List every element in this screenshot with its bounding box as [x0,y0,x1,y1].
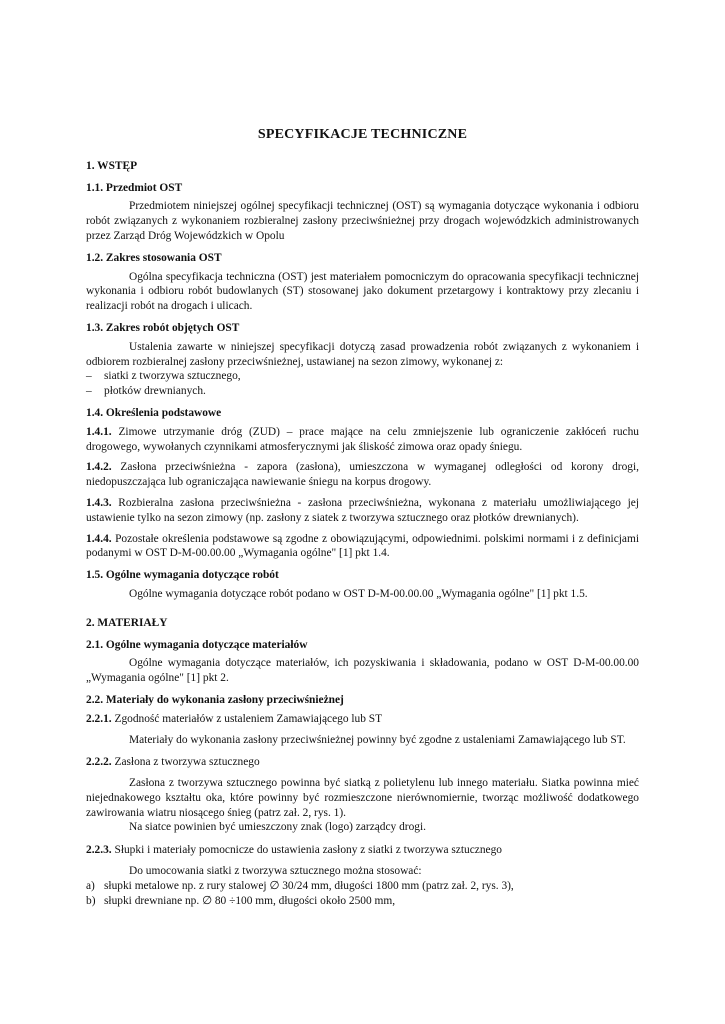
clause-number: 2.2.2. [86,756,112,769]
document-title: SPECYFIKACJE TECHNICZNE [257,127,468,142]
clause-number: 1.4.3. [86,496,112,509]
list-item-text: siatki z tworzywa sztucznego, [104,370,241,383]
clause-text: Pozostałe określenia podstawowe są zgodne z obowiązującymi, odpowiednimi. polskimi normami i z definicjami podanymi w OST D-M-00.00.00 „Wymagania ogólne" [1] pkt 1.4. [86,532,639,560]
subheading-2-2-3 [86,843,639,858]
paragraph-1-4-4 [86,532,639,562]
list-item-text: słupki drewniane np. ∅ 80 ÷100 mm, długości około 2500 mm, [104,894,396,907]
list-item-text: płotków drewnianych. [104,385,206,398]
section-heading-1-3: 1.3. Zakres robót objętych OST [86,321,240,334]
list-marker: a) [86,879,95,892]
clause-text: Rozbieralna zasłona przeciwśnieżna - zasłona przeciwśnieżna, wykonana z materiału umożliwiającego jej ustawienie tylko na sezon zimowy (np. zasłony z siatek z tworzywa sztucznego oraz płotków drewnianych). [86,496,639,524]
paragraph-1-3: Ustalenia zawarte w niniejszej specyfikacji dotyczą zasad prowadzenia robót związanych z wykonaniem i odbiorem rozbieralnej zasłony przeciwśnieżnej, ustawianej na sezon zimowy, wykonanej z: [86,340,639,368]
paragraph-1-4-3 [86,496,639,526]
list-item-text: słupki metalowe np. z rury stalowej ∅ 30/24 mm, długości 1800 mm (patrz zał. 2, rys. 3), [104,879,514,892]
section-heading-2-2: 2.2. Materiały do wykonania zasłony przeciwśnieżnej [86,693,344,706]
section-heading-1: 1. WSTĘP [86,159,138,172]
section-heading-2: 2. MATERIAŁY [86,616,168,629]
list-item [86,894,639,909]
paragraph-2-2-1: Materiały do wykonania zasłony przeciwśnieżnej powinny być zgodne z ustaleniami Zamawiającego lub ST. [129,733,626,746]
paragraph-2-2-3: Do umocowania siatki z tworzywa sztucznego można stosować: [129,865,422,878]
clause-title: Zgodność materiałów z ustaleniem Zamawiającego lub ST [111,712,383,725]
section-heading-1-5: 1.5. Ogólne wymagania dotyczące robót [86,569,279,582]
subheading-2-2-2 [86,755,639,770]
list-item [86,879,639,894]
list-marker: – [86,370,92,383]
paragraph-1-4-2 [86,460,639,490]
list-marker: b) [86,894,96,907]
subheading-2-2-1 [86,712,639,727]
list-item [86,369,639,384]
paragraph-1-2: Ogólna specyfikacja techniczna (OST) jest materiałem pomocniczym do opracowania specyfikacji technicznej wykonania i odbioru robót budowlanych (ST) stosowanej jako dokument przetargowy i kontraktowy przy zlecaniu i realizacji robót na drogach i ulicach. [86,270,639,313]
paragraph-2-2-2-logo: Na siatce powinien być umieszczony znak (logo) zarządcy drogi. [129,821,426,834]
clause-text: Zimowe utrzymanie dróg (ZUD) – prace mające na celu zmniejszenie lub ograniczenie zakłóceń ruchu drogowego, wywołanych czynnikami atmosferycznymi jak śliskość zimowa oraz opady śniegu. [86,425,639,453]
clause-number: 1.4.1. [86,425,112,438]
clause-title: Zasłona z tworzywa sztucznego [111,756,260,769]
section-heading-1-4: 1.4. Określenia podstawowe [86,406,222,419]
post-list [86,879,639,909]
clause-number: 1.4.2. [86,461,112,474]
paragraph-1-5: Ogólne wymagania dotyczące robót podano w OST D-M-00.00.00 „Wymagania ogólne" [1] pkt 1.5. [129,587,588,600]
list-marker: – [86,385,92,398]
paragraph-1-4-1 [86,425,639,455]
paragraph-1-1: Przedmiotem niniejszej ogólnej specyfikacji technicznej (OST) są wymagania dotyczące wykonania i odbioru robót związanych z wykonaniem rozbieralnej zasłony przeciwśnieżnej przy drogach wojewódzkich administrowanych przez Zarząd Dróg Wojewódzkich w Opolu [86,200,639,242]
document-page [86,128,639,908]
paragraph-2-1: Ogólne wymagania dotyczące materiałów, ich pozyskiwania i składowania, podano w OST D-M-00.00.00 „Wymagania ogólne" [1] pkt 2. [86,657,639,685]
clause-number: 2.2.3. [86,844,112,857]
section-heading-2-1: 2.1. Ogólne wymagania dotyczące materiałów [86,638,308,651]
clause-text: Zasłona przeciwśnieżna - zapora (zasłona), umieszczona w wymaganej odległości od korony drogi, niedopuszczająca lub ograniczająca nawiewanie śniegu na korpus drogowy. [86,461,639,489]
clause-number: 1.4.4. [86,532,112,545]
paragraph-2-2-2: Zasłona z tworzywa sztucznego powinna być siatką z polietylenu lub innego materiału. Siatka powinna mieć niejednakowego kształtu oka, które powinny być rozmieszczone nierównomiernie, tworząc możliwość dodatkowego zawirowania wiatru niosącego śnieg (patrz zał. 2, rys. 1). [86,777,639,819]
section-heading-1-2: 1.2. Zakres stosowania OST [86,251,222,264]
list-item [86,384,639,399]
clause-number: 2.2.1. [86,712,112,725]
section-heading-1-1: 1.1. Przedmiot OST [86,181,183,194]
material-list [86,369,639,399]
clause-title: Słupki i materiały pomocnicze do ustawienia zasłony z siatki z tworzywa sztucznego [111,844,502,857]
